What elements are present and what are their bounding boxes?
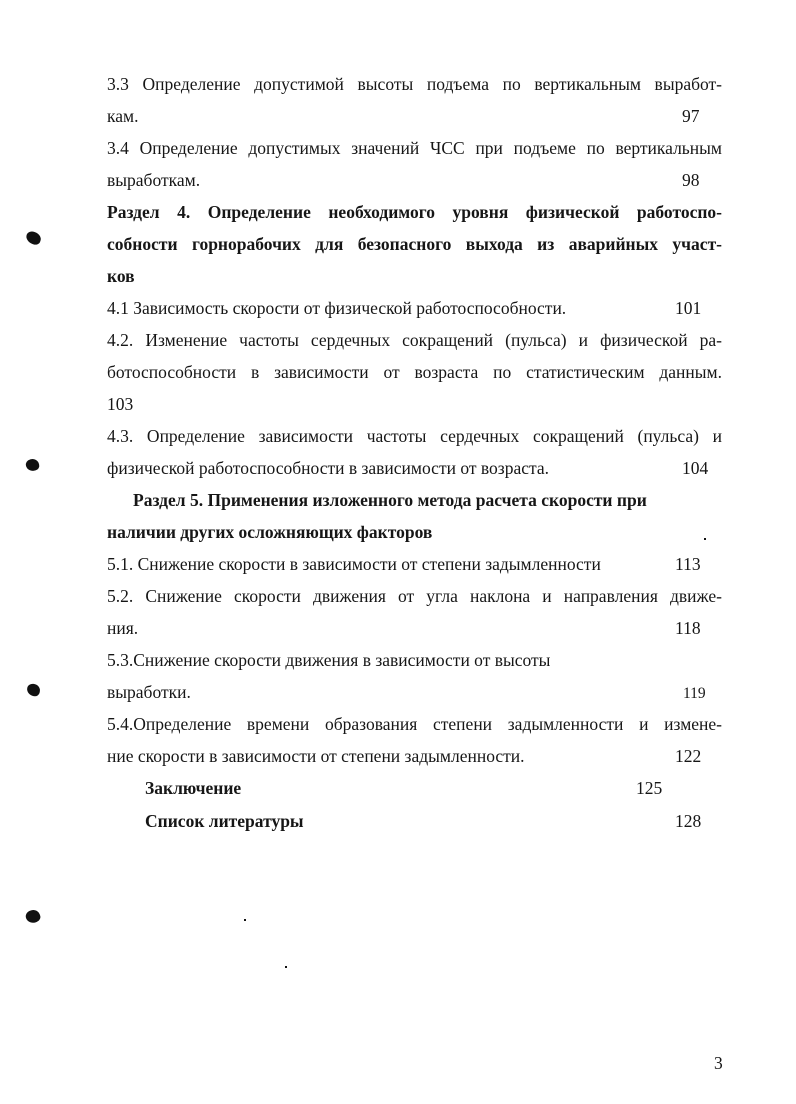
punch-hole-mark <box>26 683 41 697</box>
section-4-heading-line1: Раздел 4. Определение необходимого уровня физической работоспо- <box>107 202 722 222</box>
conclusion-page: 125 <box>636 778 663 798</box>
scan-speck <box>285 966 287 968</box>
conclusion-label: Заключение <box>145 778 242 798</box>
references-page: 128 <box>675 811 702 831</box>
toc-entry-3-4-line2: выработкам. <box>107 170 201 190</box>
section-5-heading-line1: Раздел 5. Применения изложенного метода расчета скорости при <box>133 490 647 510</box>
toc-entry-4-2-page: 103 <box>107 394 134 414</box>
section-5-heading-line2: наличии других осложняющих факторов <box>107 522 433 542</box>
scan-speck <box>704 538 706 540</box>
toc-entry-5-3-page: 119 <box>683 685 706 702</box>
toc-entry-4-1: 4.1 Зависимость скорости от физической работоспособности. <box>107 298 567 318</box>
toc-entry-5-4-line2: ние скорости в зависимости от степени задымленности. <box>107 746 525 766</box>
toc-entry-5-1: 5.1. Снижение скорости в зависимости от степени задымленности <box>107 554 601 574</box>
toc-entry-5-2-line1: 5.2. Снижение скорости движения от угла наклона и направления движе- <box>107 586 722 606</box>
toc-entry-3-3-page: 97 <box>682 106 700 126</box>
toc-entry-5-2-line2: ния. <box>107 618 139 638</box>
toc-entry-4-1-page: 101 <box>675 298 702 318</box>
toc-entry-4-2-line2: ботоспособности в зависимости от возраста по статистическим данным. <box>107 362 722 382</box>
section-4-heading-line3: ков <box>107 266 135 286</box>
toc-entry-3-4-page: 98 <box>682 170 700 190</box>
punch-hole-mark <box>24 908 42 926</box>
toc-entry-5-3-line1: 5.3.Снижение скорости движения в зависимости от высоты <box>107 650 551 670</box>
toc-entry-5-3-line2: выработки. <box>107 682 191 702</box>
scan-speck <box>244 919 246 921</box>
toc-entry-4-3-page: 104 <box>682 458 709 478</box>
punch-hole-mark <box>25 458 41 473</box>
references-label: Список литературы <box>145 811 304 831</box>
toc-entry-3-3-line1: 3.3 Определение допустимой высоты подъема по вертикальным выработ- <box>107 74 722 94</box>
punch-hole-mark <box>24 230 42 246</box>
toc-entry-4-3-line2: физической работоспособности в зависимости от возраста. <box>107 458 549 478</box>
toc-entry-5-2-page: 118 <box>675 618 701 638</box>
page-number: 3 <box>714 1053 723 1073</box>
toc-entry-4-2-line1: 4.2. Изменение частоты сердечных сокращений (пульса) и физической ра- <box>107 330 722 350</box>
toc-entry-4-3-line1: 4.3. Определение зависимости частоты сердечных сокращений (пульса) и <box>107 426 722 446</box>
toc-entry-5-4-line1: 5.4.Определение времени образования степени задымленности и измене- <box>107 714 722 734</box>
toc-entry-5-4-page: 122 <box>675 746 702 766</box>
section-4-heading-line2: собности горнорабочих для безопасного выхода из аварийных участ- <box>107 234 722 254</box>
toc-entry-5-1-page: 113 <box>675 554 701 574</box>
toc-entry-3-4-line1: 3.4 Определение допустимых значений ЧСС при подъеме по вертикальным <box>107 138 722 158</box>
toc-entry-3-3-line2: кам. <box>107 106 139 126</box>
